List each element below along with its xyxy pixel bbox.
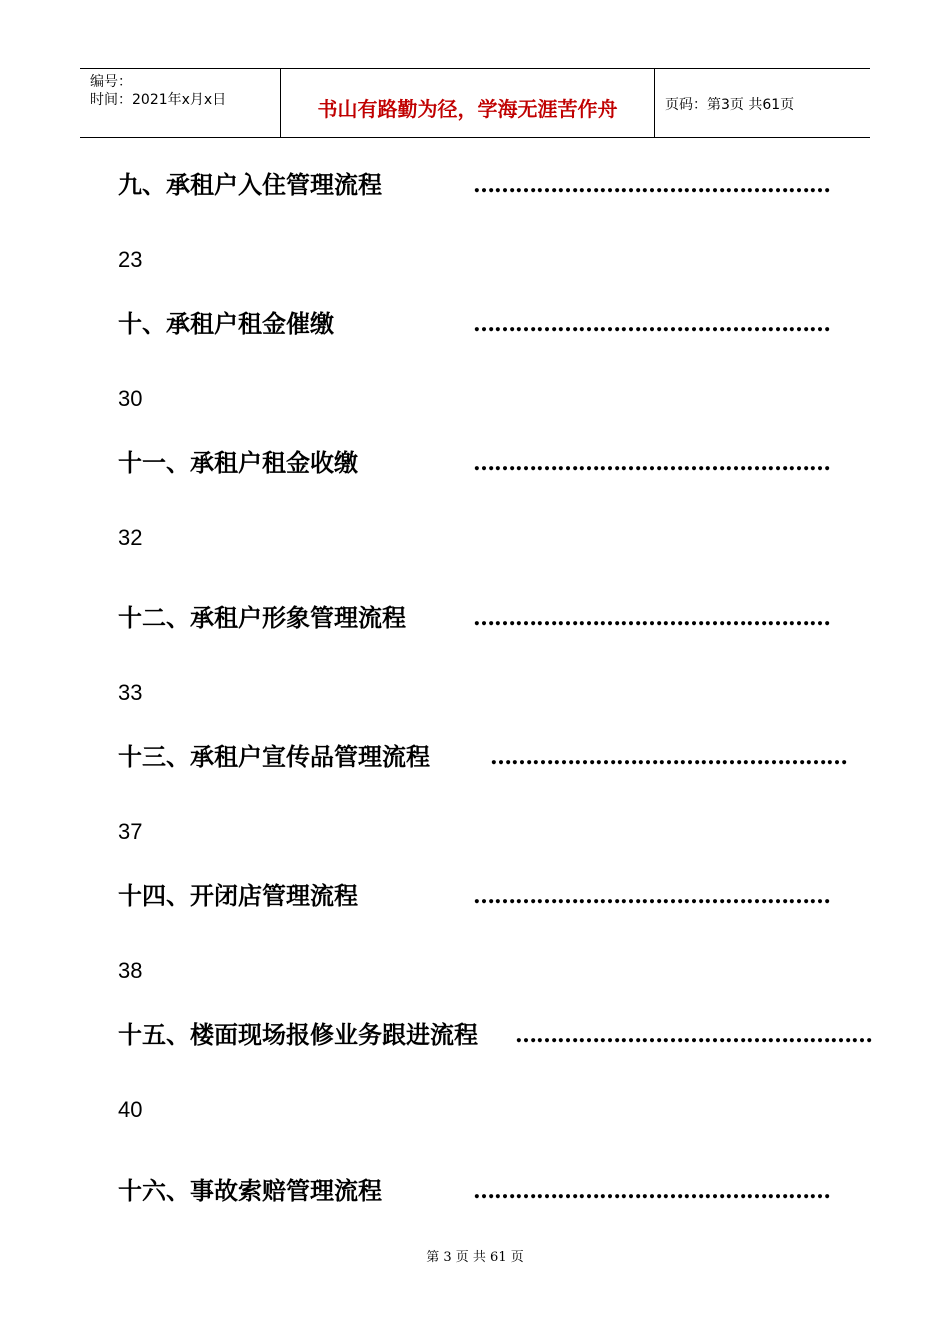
toc-leader-dots: …………………………………………… <box>473 450 830 476</box>
toc-entry-page: 38 <box>118 958 143 983</box>
toc-leader-dots: …………………………………………… <box>515 1022 872 1048</box>
toc-entry-title: 九、承租户入住管理流程 <box>118 170 382 199</box>
header-motto-cell <box>281 69 655 137</box>
toc-entry-page: 37 <box>118 819 143 844</box>
toc-entry-page: 40 <box>118 1097 143 1122</box>
toc-entry-page: 30 <box>118 386 143 411</box>
toc-entry-title: 十二、承租户形象管理流程 <box>118 603 406 632</box>
toc-leader-dots: …………………………………………… <box>473 1178 830 1204</box>
toc-entry-title: 十四、开闭店管理流程 <box>118 881 358 910</box>
toc-entry-title: 十五、楼面现场报修业务跟进流程 <box>118 1020 478 1049</box>
header-page-cell <box>655 69 870 137</box>
toc-leader-dots: …………………………………………… <box>473 172 830 198</box>
page-header <box>80 68 870 138</box>
toc-leader-dots: …………………………………………… <box>490 744 847 770</box>
header-motto: 书山有路勤为径，学海无涯苦作舟 <box>317 97 618 121</box>
page-footer: 第 3 页 共 61 页 <box>426 1250 524 1265</box>
toc-entry-page: 23 <box>118 247 143 272</box>
header-page-info: 页码：第3页 共61页 <box>665 97 795 113</box>
document-number-label: 编号： <box>90 74 132 90</box>
toc-leader-dots: …………………………………………… <box>473 311 830 337</box>
toc-entry-title: 十六、事故索赔管理流程 <box>118 1176 382 1205</box>
toc-leader-dots: …………………………………………… <box>473 883 830 909</box>
toc-entry-title: 十、承租户租金催缴 <box>118 309 334 338</box>
toc-entry-title: 十三、承租户宣传品管理流程 <box>118 742 430 771</box>
header-meta-cell <box>80 69 281 137</box>
toc-entry-title: 十一、承租户租金收缴 <box>118 448 358 477</box>
toc-leader-dots: …………………………………………… <box>473 605 830 631</box>
toc-entry-page: 33 <box>118 680 143 705</box>
toc-entry-page: 32 <box>118 525 143 550</box>
document-time-label: 时间：2021年x月x日 <box>90 92 227 108</box>
